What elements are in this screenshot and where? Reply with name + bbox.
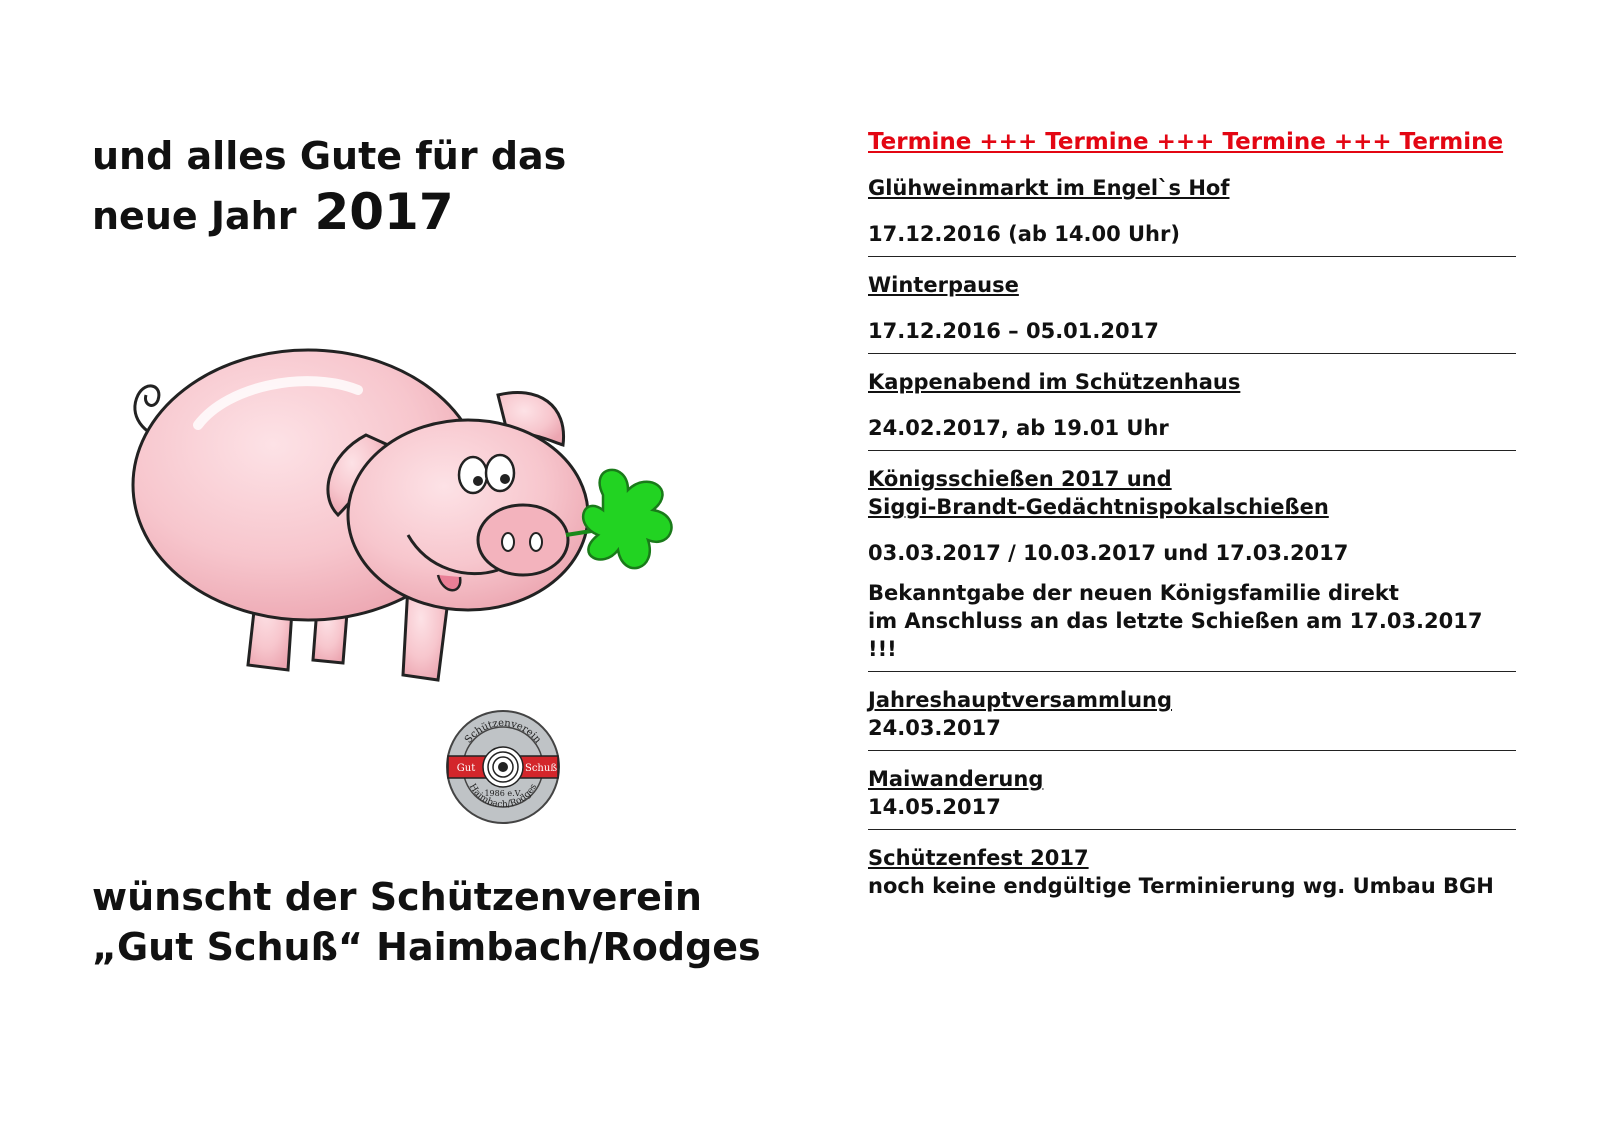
pig-with-clover-illustration <box>108 345 688 705</box>
event-title: Schützenfest 2017 <box>868 846 1089 870</box>
termine-list <box>868 128 1516 922</box>
event-title: Glühweinmarkt im Engel`s Hof <box>868 176 1230 200</box>
event-maiwanderung <box>868 765 1516 830</box>
event-kappenabend <box>868 368 1516 451</box>
club-logo <box>444 708 562 826</box>
event-date: 17.12.2016 (ab 14.00 Uhr) <box>868 222 1180 246</box>
event-date: 24.02.2017, ab 19.01 Uhr <box>868 416 1169 440</box>
event-date: 17.12.2016 – 05.01.2017 <box>868 319 1159 343</box>
event-date: 03.03.2017 / 10.03.2017 und 17.03.2017 <box>868 541 1349 565</box>
greeting-prefix: neue Jahr <box>92 194 297 238</box>
signoff <box>92 872 761 972</box>
signoff-line-2: „Gut Schuß“ Haimbach/Rodges <box>92 925 761 969</box>
event-note <box>868 579 1516 663</box>
event-title: Maiwanderung <box>868 767 1044 791</box>
signoff-line-1: wünscht der Schützenverein <box>92 875 702 919</box>
event-gluehweinmarkt <box>868 174 1516 257</box>
termine-header: Termine +++ Termine +++ Termine +++ Termine <box>868 129 1504 155</box>
event-date: noch keine endgültige Terminierung wg. Umbau BGH <box>868 874 1494 898</box>
event-date: 24.03.2017 <box>868 716 1001 740</box>
logo-ring-year: 1986 e.V. <box>484 789 522 798</box>
event-koenigsschiessen <box>868 465 1516 672</box>
logo-banner-left: Gut <box>456 763 476 774</box>
logo-banner-right: Schuß <box>524 763 558 774</box>
greeting <box>92 128 566 244</box>
event-note-line-2: im Anschluss an das letzte Schießen am 17.03.2017 !!! <box>868 609 1483 661</box>
greeting-line-1: und alles Gute für das <box>92 134 567 178</box>
logo-ring-top-text: Schützenverein <box>463 717 544 746</box>
event-winterpause <box>868 271 1516 354</box>
logo-ring-bottom-text: Haimbach/Rodges <box>466 782 540 811</box>
greeting-year: 2017 <box>314 183 454 241</box>
event-schuetzenfest <box>868 844 1516 908</box>
event-date: 14.05.2017 <box>868 795 1001 819</box>
event-title: Kappenabend im Schützenhaus <box>868 370 1241 394</box>
event-jahreshauptversammlung <box>868 686 1516 751</box>
event-title <box>868 465 1516 521</box>
event-title: Jahreshauptversammlung <box>868 688 1173 712</box>
event-title-line-2: Siggi-Brandt-Gedächtnispokalschießen <box>868 495 1329 519</box>
event-note-line-1: Bekanntgabe der neuen Königsfamilie direkt <box>868 581 1399 605</box>
greeting-line-2 <box>92 184 566 244</box>
event-title-line-1: Königsschießen 2017 und <box>868 467 1172 491</box>
event-title: Winterpause <box>868 273 1019 297</box>
